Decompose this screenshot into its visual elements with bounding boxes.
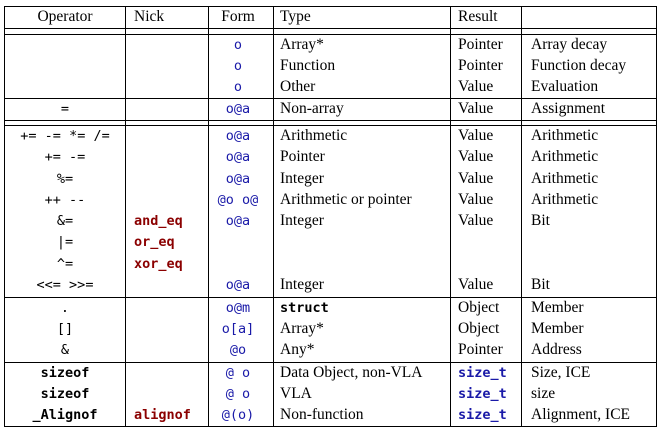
row-nick: alignof [134,407,191,423]
vline-1 [125,6,126,427]
row-operator: = [60,101,70,117]
row-desc: Bit [531,276,550,293]
header-type: Type [280,8,311,25]
row-type: Pointer [280,148,325,165]
row-desc [531,254,657,275]
row-result: Value [458,100,494,117]
row-operator: += -= [44,149,86,165]
row-desc: Function decay [531,57,627,74]
row-form: o@a [225,149,251,165]
row-result: Object [458,299,500,316]
row-desc: Arithmetic [531,170,599,187]
row-type: Function [280,57,336,74]
row-operator: <<= >>= [36,277,94,293]
row-operator: += -= *= /= [20,128,110,144]
row-operator: sizeof [40,365,90,381]
row-nick: xor_eq [134,256,183,272]
row-operator [8,56,122,77]
row-result: Pointer [458,341,503,358]
row-result [458,254,520,275]
row-form: o [233,58,243,74]
row-type: Arithmetic [280,127,348,144]
row-desc: Bit [531,212,550,229]
row-operator [8,77,122,98]
row-form [205,254,271,275]
rule-row4-bottom [4,120,656,121]
row-desc: Arithmetic [531,148,599,165]
row-type: VLA [280,385,312,402]
row-desc: Size, ICE [531,364,591,381]
row-form: o@a [225,101,251,117]
row-type: Array* [280,36,324,53]
header-result: Result [458,8,498,25]
row-form: o [233,37,243,53]
row-desc [531,232,657,253]
vline-4 [450,6,451,427]
row-operator: &= [56,213,74,229]
row-desc: Member [531,299,584,316]
row-result: Pointer [458,57,503,74]
row-result: Value [458,127,494,144]
row-form: o[a] [221,321,255,337]
row-type: Integer [280,276,324,293]
row-nick: or_eq [134,234,175,250]
vline-3 [273,6,274,427]
header-form: Form [221,8,255,25]
row-type: Data Object, non-VLA [280,364,423,381]
row-desc: Alignment, ICE [531,406,631,423]
row-form: @ o [225,386,251,402]
row-form: @o o@ [217,192,259,208]
row-desc: Arithmetic [531,191,599,208]
row-type: Other [280,78,316,95]
row-desc: Array decay [531,36,608,53]
row-form: @ o [225,365,251,381]
row-type: Integer [280,212,324,229]
row-operator: %= [56,171,74,187]
row-operator: . [60,300,70,316]
row-type: Non-function [280,406,364,423]
row-result: Value [458,276,494,293]
row-result: Value [458,78,494,95]
vline-5 [521,6,522,427]
row-result: size_t [458,365,507,381]
row-form: o@m [225,300,251,316]
vline-0 [4,6,5,427]
row-operator: _Alignof [32,407,98,423]
rule-bottom [4,426,656,427]
row-form: o@a [225,128,251,144]
row-type: struct [280,300,329,316]
rule-header-bottom [4,28,656,29]
row-form: o@a [225,171,251,187]
row-form: @o [229,342,247,358]
header-nick: Nick [134,8,165,25]
row-form: o@a [225,277,251,293]
row-type: Integer [280,170,324,187]
row-operator: ++ -- [44,192,86,208]
row-result [458,232,520,253]
row-result: size_t [458,407,507,423]
row-desc: Evaluation [531,78,599,95]
row-form: @(o) [221,407,255,423]
row-type: Arithmetic or pointer [280,191,412,208]
row-nick: and_eq [134,213,183,229]
row-desc: size [531,385,556,402]
header-operator: Operator [37,8,93,25]
row-operator: [] [56,321,74,337]
row-type: Array* [280,320,324,337]
row-desc: Assignment [531,100,606,117]
row-result: Pointer [458,36,503,53]
row-operator [8,35,122,56]
row-desc: Arithmetic [531,127,599,144]
row-desc: Member [531,320,584,337]
header-desc [531,7,657,28]
row-result: size_t [458,386,507,402]
row-operator: ^= [56,256,74,272]
row-result: Value [458,170,494,187]
row-operator: |= [56,234,74,250]
row-type: Any* [280,341,315,358]
row-type: Non-array [280,100,344,117]
row-result: Object [458,320,500,337]
row-result: Value [458,212,494,229]
row-form: o@a [225,213,251,229]
row-type [280,254,450,275]
row-form: o [233,79,243,95]
row-result: Value [458,191,494,208]
row-operator: & [60,342,70,358]
row-desc: Address [531,341,582,358]
row-type [280,232,450,253]
row-result: Value [458,148,494,165]
row-form [205,232,271,253]
row-operator: sizeof [40,386,90,402]
